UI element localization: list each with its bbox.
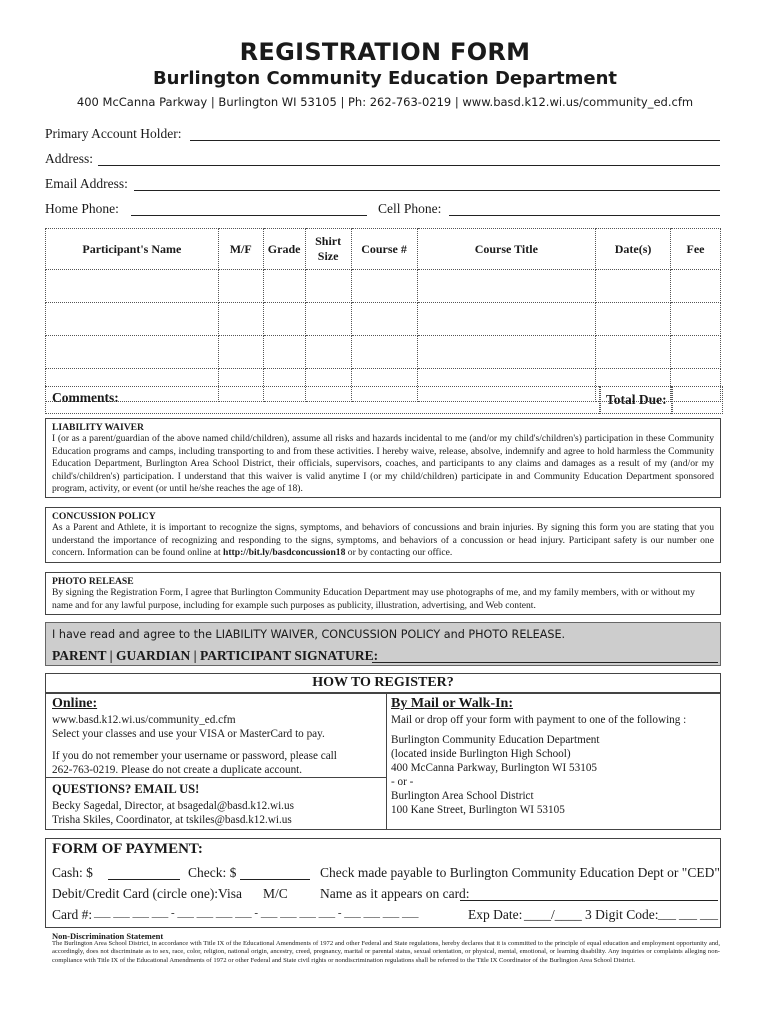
cvv-label: 3 Digit Code:	[585, 907, 659, 922]
concussion-text: As a Parent and Athlete, it is important to recognize the signs, symptoms, and behaviors of concussions and brain injuries. By signing this form you are stating that you understand the importance of recognizing and responding to the signs, symptoms, and behaviors of a concussion or head injury. Participant safety is our number one concern. Information can be found online at http://bit.ly/basdconcussion18 or by contacting our office.	[52, 522, 714, 559]
cash-label: Cash: $	[52, 865, 93, 880]
col-shirt-size: Shirt Size	[305, 229, 351, 270]
photo-heading: PHOTO RELEASE	[52, 576, 134, 587]
liability-waiver-section	[45, 418, 721, 498]
mail-instructions: Mail or drop off your form with payment to one of the following : Burlington Community Education Department (located inside Burlington High School) 400 McCanna Parkway, Burlington WI 53105 - or - Burlington Area School District 100 Kane Street, Burlington WI 53105	[391, 714, 687, 816]
cell-phone-field[interactable]	[449, 215, 720, 216]
participants-table	[45, 228, 721, 402]
photo-text: By signing the Registration Form, I agree that Burlington Community Education Department may use photographs of me, and my family members, with or without my name and for any lawful purpose, including for example such purposes as publicity, illustration, advertising, and Web content.	[52, 587, 695, 611]
cell-phone-label: Cell Phone:	[378, 201, 442, 216]
col-mf: M/F	[218, 229, 263, 270]
concussion-policy-section	[45, 507, 721, 563]
total-due-label: Total Due:	[606, 392, 667, 407]
cvv-field[interactable]: ___ ___ ___	[658, 907, 718, 921]
photo-release-section	[45, 572, 721, 615]
card-type-label: Debit/Credit Card (circle one):	[52, 886, 219, 901]
name-on-card-field[interactable]	[460, 900, 718, 901]
questions-heading: QUESTIONS? EMAIL US!	[52, 782, 200, 796]
check-label: Check: $	[188, 865, 237, 880]
table-row[interactable]	[46, 303, 721, 336]
department-address: 400 McCanna Parkway | Burlington WI 53105 | Ph: 262-763-0219 | www.basd.k12.wi.us/community_ed.cfm	[76, 95, 694, 109]
concussion-heading: CONCUSSION POLICY	[52, 511, 156, 522]
home-phone-field[interactable]	[131, 215, 367, 216]
online-divider	[45, 777, 387, 778]
comments-label: Comments:	[52, 390, 119, 405]
signature-label: PARENT | GUARDIAN | PARTICIPANT SIGNATURE:	[52, 648, 379, 663]
payment-heading: FORM OF PAYMENT:	[52, 841, 203, 857]
table-header-row	[46, 229, 721, 270]
home-phone-label: Home Phone:	[45, 201, 119, 216]
name-on-card-label: Name as it appears on card:	[320, 886, 470, 901]
primary-holder-label: Primary Account Holder:	[45, 126, 182, 141]
col-course-number: Course #	[351, 229, 417, 270]
total-due-field[interactable]	[671, 386, 723, 414]
primary-holder-field[interactable]	[190, 140, 720, 141]
card-number-field[interactable]: ___ ___ ___ ___ - ___ ___ ___ ___ - ___ ___ ___ ___ - ___ ___ ___ ___	[94, 907, 419, 919]
email-label: Email Address:	[45, 176, 128, 191]
card-number-label: Card #:	[52, 907, 93, 922]
col-dates: Date(s)	[596, 229, 671, 270]
liability-text: I (or as a parent/guardian of the above named child/children), assume all risks and hazards incidental to me (and/or my child's/children's) participation in these Community Education programs and camps, including transporting to and from these activities. I hereby waive, release, absolve, indemnify and agree to hold harmless the Community Education Department, Burlington Area School District, their officials, supervisors, coaches, and participants to any claims and damages as a result of my (and/or my child's/children's) participation. I understand that this waiver is valid anytime I (or my child/children) participate in and Community Education Department sponsored program, activity, or event (or until he/she reaches the age of 18).	[52, 433, 714, 495]
form-title: REGISTRATION FORM	[239, 38, 531, 66]
col-fee: Fee	[671, 229, 721, 270]
col-participant-name: Participant's Name	[46, 229, 219, 270]
check-field[interactable]	[240, 879, 310, 880]
online-instructions: www.basd.k12.wi.us/community_ed.cfm Select your classes and use your VISA or MasterCard to pay. If you do not remember your username or password, please call 262-763-0219. Please do not create a duplicate account.	[52, 714, 337, 776]
mail-heading: By Mail or Walk-In:	[391, 696, 514, 711]
nondiscrimination-heading: Non-Discrimination Statement	[52, 931, 164, 941]
exp-date-label: Exp Date:	[468, 907, 523, 922]
nondiscrimination-text: The Burlington Area School District, in accordance with Title IX of the Educational Amendments of 1972 and other Federal and State regulations, hereby declares that it is committed to the principle of equal education and employment opportunity and, accordingly, does not discriminate as to sex, race, color, religion, national origin, ancestry, creed, pregnancy, marital or parental status, sexual orientation, or physical, mental, emotional, or learning disability. Any inquiries or complaints alleging non-compliance with Title IX of the Educational Amendments of 1972 or other Federal and State civil rights or nondiscrimination regulations shall be referred to the Title IX Coordinator of the Burlington Area School District.	[52, 940, 720, 964]
department-name: Burlington Community Education Department	[152, 68, 618, 89]
table-row[interactable]	[46, 270, 721, 303]
contact-coordinator: Trisha Skiles, Coordinator, at tskiles@basd.k12.wi.us	[52, 814, 292, 826]
how-to-register-title: HOW TO REGISTER?	[312, 675, 454, 690]
cash-field[interactable]	[108, 879, 180, 880]
email-field[interactable]	[134, 190, 720, 191]
check-payable-note: Check made payable to Burlington Community Education Dept or "CED"	[320, 865, 720, 880]
signature-field[interactable]	[372, 662, 718, 663]
col-course-title: Course Title	[417, 229, 596, 270]
comments-box[interactable]	[45, 386, 601, 414]
concussion-link[interactable]: http://bit.ly/basdconcussion18	[223, 547, 346, 559]
address-label: Address:	[45, 151, 93, 166]
online-heading: Online:	[52, 696, 98, 711]
mastercard-option[interactable]: M/C	[263, 886, 288, 901]
address-field[interactable]	[98, 165, 720, 166]
visa-option[interactable]: Visa	[218, 886, 242, 901]
col-grade: Grade	[263, 229, 305, 270]
contact-director: Becky Sagedal, Director, at bsagedal@basd.k12.wi.us	[52, 800, 294, 812]
online-url[interactable]: www.basd.k12.wi.us/community_ed.cfm	[52, 714, 236, 726]
exp-date-field[interactable]: ____/____	[524, 907, 582, 922]
table-row[interactable]	[46, 336, 721, 369]
liability-heading: LIABILITY WAIVER	[52, 422, 144, 433]
contact-list	[52, 799, 294, 827]
agree-statement: I have read and agree to the LIABILITY WAIVER, CONCUSSION POLICY and PHOTO RELEASE.	[52, 628, 566, 641]
